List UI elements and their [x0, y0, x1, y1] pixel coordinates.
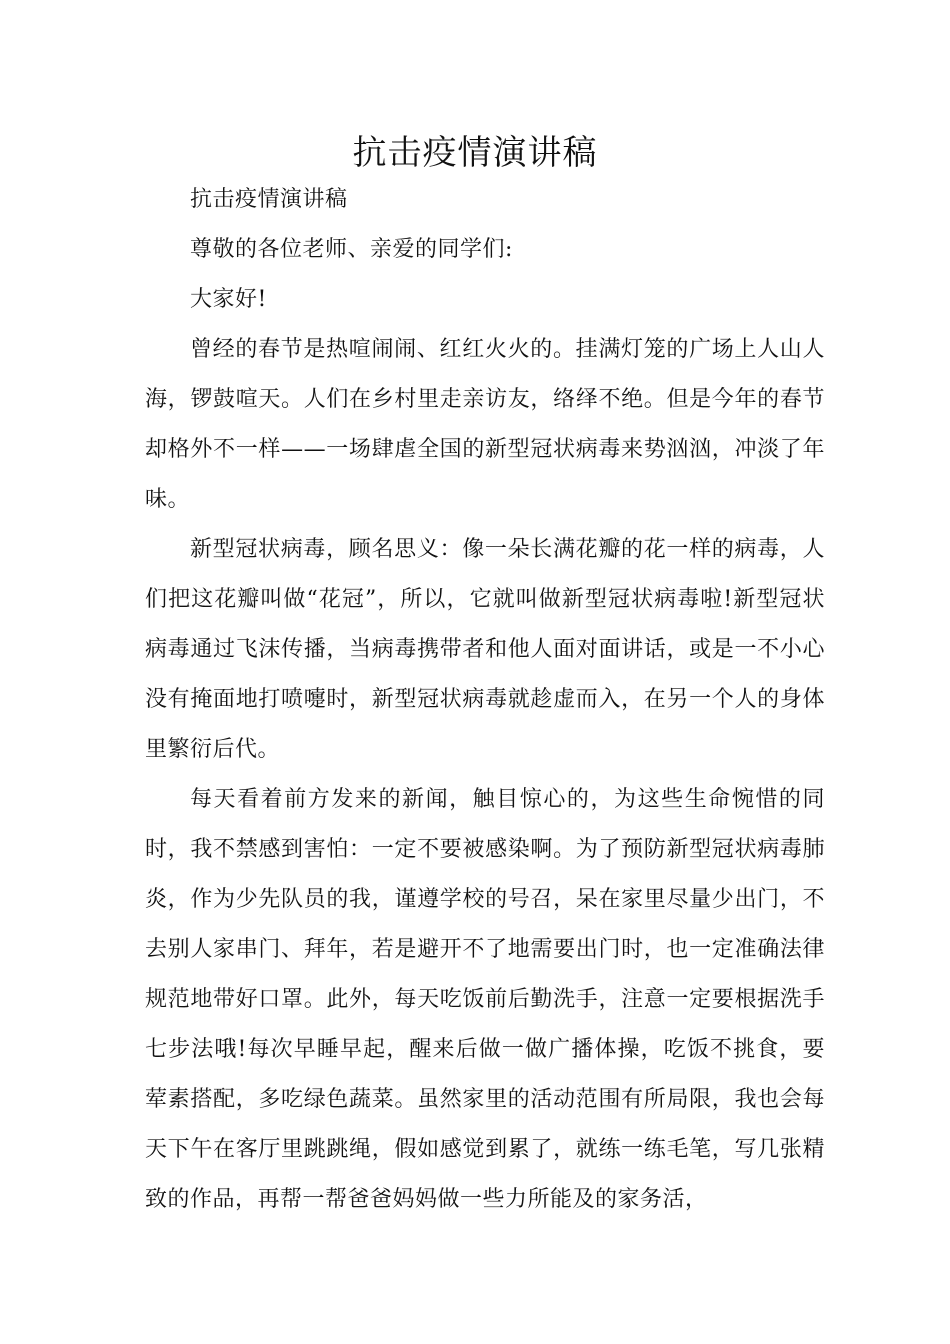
paragraph-prevention: 每天看着前方发来的新闻，触目惊心的，为这些生命惋惜的同时，我不禁感到害怕：一定不要被感染啊。为了预防新型冠状病毒肺炎，作为少先队员的我，谨遵学校的号召，呆在家里尽量少出门，不去别人家串门、拜年，若是避开不了地需要出门时，也一定准确法律规范地带好口罩。此外，每天吃饭前后勤洗手，注意一定要根据洗手七步法哦!每次早睡早起，醒来后做一做广播体操，吃饭不挑食，要荤素搭配，多吃绿色蔬菜。虽然家里的活动范围有所局限，我也会每天下午在客厅里跳跳绳，假如感觉到累了，就练一练毛笔，写几张精致的作品，再帮一帮爸爸妈妈做一些力所能及的家务活，: [145, 787, 825, 1212]
paragraph-spring-festival: 曾经的春节是热喧闹闹、红红火火的。挂满灯笼的广场上人山人海，锣鼓喧天。人们在乡村里走亲访友，络绎不绝。但是今年的春节却格外不一样——一场肆虐全国的新型冠状病毒来势汹汹，冲淡了年味。: [145, 337, 825, 512]
paragraph-greeting: 大家好!: [190, 287, 267, 312]
document-title: 抗击疫情演讲稿: [352, 133, 598, 173]
paragraph-virus-description: 新型冠状病毒，顾名思义：像一朵长满花瓣的花一样的病毒，人们把这花瓣叫做“花冠”，所以，它就叫做新型冠状病毒啦!新型冠状病毒通过飞沫传播，当病毒携带者和他人面对面讲话，或是一不小心没有掩面地打喷嚏时，新型冠状病毒就趁虚而入，在另一个人的身体里繁衍后代。: [145, 537, 825, 762]
paragraph-salutation: 尊敬的各位老师、亲爱的同学们:: [190, 237, 513, 262]
paragraph-subtitle: 抗击疫情演讲稿: [190, 187, 348, 212]
document-body: [145, 175, 825, 1225]
